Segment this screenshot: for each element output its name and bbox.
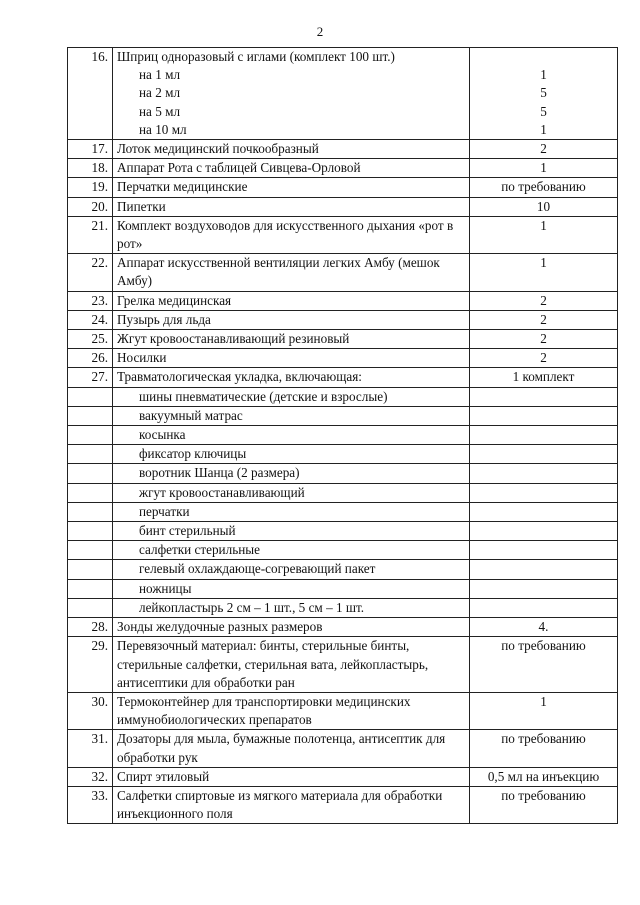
item-name [113,216,470,253]
row-number: 21. [68,216,113,253]
item-label: жгут кровоостанавливающий [139,484,305,500]
item-quantity: 1 комплект [470,368,618,387]
item-name [113,140,470,159]
item-name [113,502,470,521]
table-row [68,291,618,310]
item-label: Шприц одноразовый с иглами (комплект 100 шт.) [117,49,395,64]
item-name [113,310,470,329]
table-row [68,692,618,729]
item-quantity [470,598,618,617]
table-row [68,767,618,786]
item-label: воротник Шанца (2 размера) [139,465,300,481]
item-variant: на 2 мл [139,85,181,101]
table-row [68,730,618,767]
item-label: лейкопластырь 2 см – 1 шт., 5 см – 1 шт. [139,599,365,615]
row-number: 19. [68,178,113,197]
item-label: Аппарат искусственной вентиляции легких Амбу (мешок Амбу) [117,255,440,289]
row-number [68,426,113,445]
row-number [68,502,113,521]
table-subrow [68,522,618,541]
table-row [68,310,618,329]
item-quantity: 1 [470,216,618,253]
item-label: Лоток медицинский почкообразный [117,141,319,157]
table-row [68,618,618,637]
item-name [113,637,470,693]
item-name [113,291,470,310]
item-name [113,483,470,502]
item-variant: на 5 мл [139,103,181,119]
item-name [113,560,470,579]
item-quantity: 2 [470,140,618,159]
page-number: 2 [316,24,324,39]
table-subrow [68,502,618,521]
item-quantity [470,579,618,598]
table-subrow [68,445,618,464]
item-label: Комплект воздуховодов для искусственного дыхания «рот в рот» [117,217,454,252]
row-number [68,445,113,464]
table-row [68,786,618,823]
item-quantity: 2 [470,291,618,310]
table-row [68,637,618,693]
item-quantity: 2 [470,349,618,368]
item-label: фиксатор ключицы [139,446,247,462]
item-name [113,618,470,637]
table-subrow [68,406,618,425]
row-number: 31. [68,730,113,767]
item-label: бинт стерильный [139,523,236,539]
item-label: Зонды желудочные разных размеров [117,619,323,635]
table-row [68,140,618,159]
item-name [113,579,470,598]
item-label: перчатки [139,503,190,519]
item-name [113,464,470,483]
item-name [113,349,470,368]
item-quantity [470,541,618,560]
item-variant: на 1 мл [139,67,181,83]
item-quantity: 1 [470,692,618,729]
item-label: гелевый охлаждающе-согревающий пакет [139,561,376,577]
item-quantity: 2 [470,330,618,349]
item-label: Термоконтейнер для транспортировки медицинских иммунобиологических препаратов [117,693,411,728]
item-variant: на 10 мл [139,121,187,137]
item-name [113,197,470,216]
item-quantity: по требованию [470,637,618,693]
table-row [68,159,618,178]
row-number: 27. [68,368,113,387]
table-row [68,216,618,253]
table-subrow [68,541,618,560]
item-name [113,786,470,823]
item-label: Жгут кровоостанавливающий резиновый [117,331,350,347]
row-number: 28. [68,618,113,637]
item-quantity [470,406,618,425]
item-name [113,692,470,729]
item-name [113,598,470,617]
item-quantity: 4. [470,618,618,637]
row-number [68,579,113,598]
row-number: 30. [68,692,113,729]
table-subrow [68,483,618,502]
row-number [68,464,113,483]
row-number: 32. [68,767,113,786]
item-name [113,178,470,197]
row-number: 22. [68,254,113,291]
item-quantity [470,522,618,541]
item-quantity [470,445,618,464]
row-number: 16. [68,48,113,140]
item-label: Салфетки спиртовые из мягкого материала для обработки инъекционного поля [117,787,443,822]
row-number [68,387,113,406]
item-label: ножницы [139,580,192,596]
item-name [113,48,470,140]
item-label: Пузырь для льда [117,311,211,327]
table-row [68,254,618,291]
row-number: 29. [68,637,113,693]
item-name [113,254,470,291]
table-row [68,197,618,216]
item-label: косынка [139,427,186,443]
row-number: 20. [68,197,113,216]
item-quantity [470,560,618,579]
item-label: Аппарат Рота с таблицей Сивцева-Орловой [117,160,361,176]
table-subrow [68,387,618,406]
row-number [68,406,113,425]
item-quantity: по требованию [470,178,618,197]
equipment-table [67,47,618,824]
item-label: Спирт этиловый [117,768,210,784]
item-label: Дозаторы для мыла, бумажные полотенца, антисептик для обработки рук [117,731,446,765]
item-quantity: 1 5 5 1 [470,48,618,140]
row-number: 17. [68,140,113,159]
item-quantity [470,464,618,483]
item-name [113,445,470,464]
item-quantity: 2 [470,310,618,329]
table-subrow [68,579,618,598]
item-name [113,522,470,541]
item-label: шины пневматические (детские и взрослые) [139,388,388,404]
row-number: 33. [68,786,113,823]
item-name [113,159,470,178]
item-name [113,541,470,560]
item-name [113,767,470,786]
row-number: 18. [68,159,113,178]
table-subrow [68,426,618,445]
row-number: 25. [68,330,113,349]
item-quantity: по требованию [470,786,618,823]
table-subrow [68,560,618,579]
table-row [68,330,618,349]
row-number [68,522,113,541]
item-quantity: по требованию [470,730,618,767]
item-label: Носилки [117,350,167,366]
item-name [113,368,470,387]
item-label: вакуумный матрас [139,407,243,423]
item-label: Травматологическая укладка, включающая: [117,369,362,385]
table-row [68,178,618,197]
item-quantity: 0,5 мл на инъекцию [470,767,618,786]
table-row [68,368,618,387]
row-number: 24. [68,310,113,329]
item-label: Грелка медицинская [117,292,232,308]
item-quantity [470,483,618,502]
row-number [68,598,113,617]
item-label: Перчатки медицинские [117,179,248,195]
item-name [113,330,470,349]
item-quantity [470,502,618,521]
item-quantity [470,387,618,406]
table-subrow [68,464,618,483]
item-name [113,426,470,445]
item-quantity: 1 [470,254,618,291]
item-quantity: 10 [470,197,618,216]
table-subrow [68,598,618,617]
row-number [68,483,113,502]
item-name [113,730,470,767]
item-name [113,387,470,406]
table-row [68,349,618,368]
item-name [113,406,470,425]
table-row [68,48,618,140]
row-number [68,541,113,560]
item-label: салфетки стерильные [139,542,260,558]
row-number: 26. [68,349,113,368]
row-number: 23. [68,291,113,310]
item-quantity [470,426,618,445]
item-quantity: 1 [470,159,618,178]
item-label: Перевязочный материал: бинты, стерильные бинты, стерильные салфетки, стерильная вата, лейкопластырь, антисептики для обработки ран [117,638,429,690]
row-number [68,560,113,579]
item-label: Пипетки [117,198,166,214]
